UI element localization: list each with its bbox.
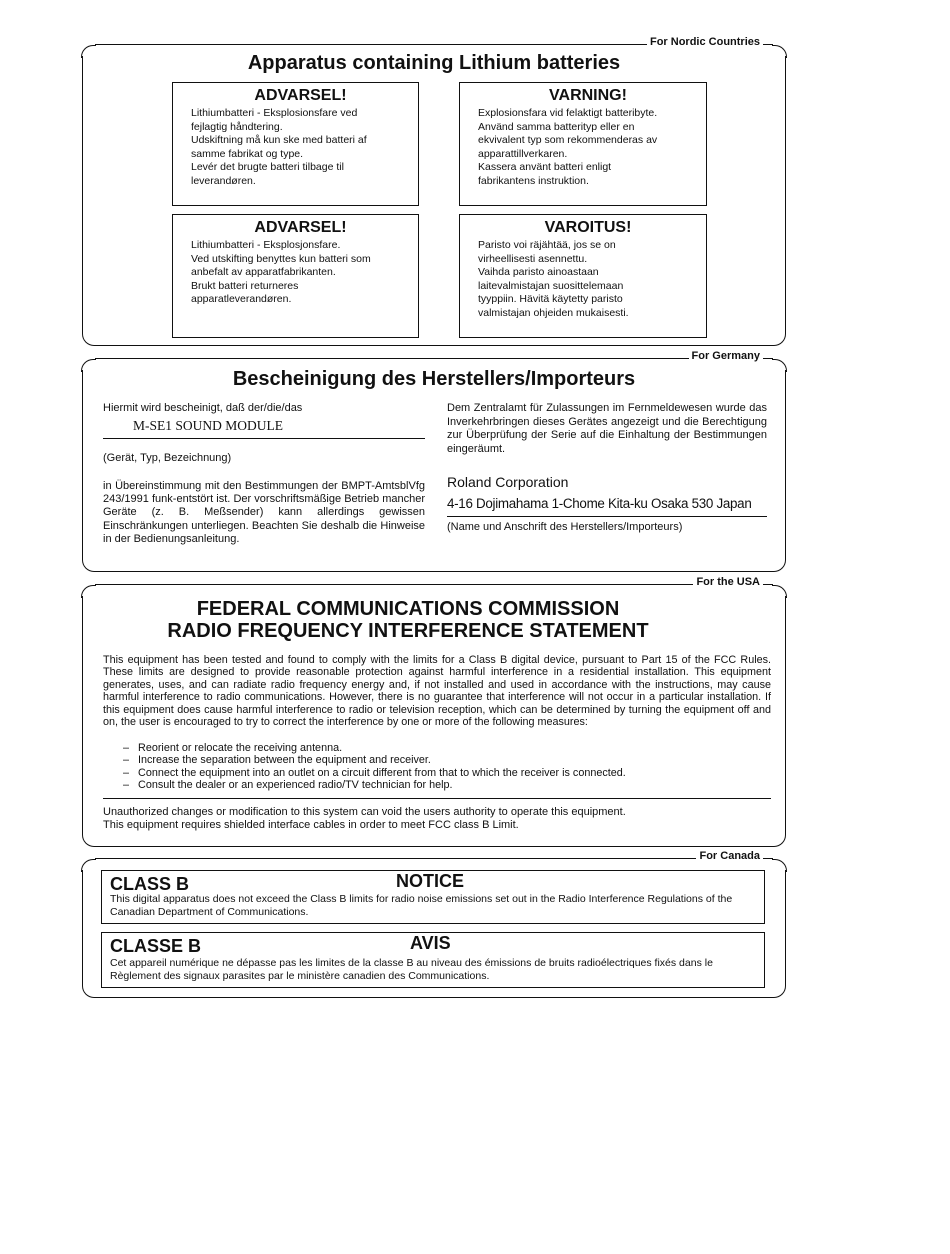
- zentralamt-text: Dem Zentralamt für Zulassungen im Fernmeldewesen wurde das Inverkehrbringen dieses Gerätes angezeigt und die Berechtigung zur Überprüfung der Serie auf die Einhaltung der Bestimmungen eingeräumt.: [447, 402, 767, 455]
- company-name: Roland Corporation: [447, 474, 569, 490]
- device-caption: (Gerät, Typ, Bezeichnung): [103, 452, 232, 464]
- nordic-tag: For Nordic Countries: [647, 36, 763, 48]
- box-heading: VARNING!: [549, 87, 627, 104]
- germany-tag: For Germany: [689, 350, 763, 362]
- canada-avis-box: [101, 932, 765, 988]
- list-item: – Reorient or relocate the receiving antenna.: [123, 742, 343, 754]
- certification-intro: Hiermit wird bescheinigt, daß der/die/das: [103, 402, 303, 414]
- canada-section: [82, 850, 786, 998]
- finnish-warning-box: [459, 214, 707, 338]
- measures-list: [123, 742, 763, 792]
- fcc-footer-line2: This equipment requires shielded interface cables in order to meet FCC class B Limit.: [103, 819, 519, 831]
- box-heading: ADVARSEL!: [254, 87, 347, 104]
- box-heading: ADVARSEL!: [254, 219, 347, 236]
- nordic-section: [82, 36, 786, 346]
- fcc-footer-line1: Unauthorized changes or modification to this system can void the users authority to operate this equipment.: [103, 806, 626, 818]
- box-heading: VAROITUS!: [544, 219, 632, 236]
- fcc-title-line2: RADIO FREQUENCY INTERFERENCE STATEMENT: [167, 620, 649, 642]
- section-rule: [95, 358, 773, 359]
- box-text: Lithiumbatteri - Eksplosjonsfare. Ved utskifting benyttes kun batteri som anbefalt av apparatfabrikanten. Brukt batteri returneres apparatleverandøren.: [191, 239, 371, 306]
- norwegian-warning-box: [172, 214, 419, 338]
- section-rule: [95, 584, 773, 585]
- class-label: CLASSE B: [110, 936, 202, 956]
- conformity-text: in Übereinstimmung mit den Bestimmungen der BMPT-AmtsblVfg 243/1991 funk-entstört ist. Der vorschriftsmäßige Betrieb mancher Geräte (z. B. Meßsender) kann allerdings gewissen Einschränkungen unterliegen. Beachten Sie deshalb die Hinweise in der Bedienungsanleitung.: [103, 480, 425, 545]
- avis-text: Cet appareil numérique ne dépasse pas les limites de la classe B au niveau des émissions de bruits radioélectriques fixés dans le Règlement des signaux parasites par le ministère canadien des Communications.: [110, 957, 713, 982]
- address-caption: (Name und Anschrift des Herstellers/Importeurs): [447, 521, 683, 533]
- list-item: – Consult the dealer or an experienced radio/TV technician for help.: [123, 779, 453, 792]
- avis-title: AVIS: [410, 933, 451, 953]
- box-text: Lithiumbatteri - Eksplosionsfare ved fejlagtig håndtering. Udskiftning må kun ske med batteri af samme fabrikat og type. Levér det brugte batteri tilbage til leverandøren.: [191, 107, 367, 187]
- notice-text: This digital apparatus does not exceed the Class B limits for radio noise emissions set out in the Radio Interference Regulations of the Canadian Department of Communications.: [110, 893, 733, 918]
- address-underline: [447, 516, 767, 517]
- section-rule: [95, 858, 773, 859]
- germany-title: Bescheinigung des Herstellers/Importeurs: [232, 368, 636, 390]
- canada-notice-box: [101, 870, 765, 924]
- company-address: 4-16 Dojimahama 1-Chome Kita-ku Osaka 530 Japan: [447, 496, 752, 511]
- fcc-title-line1: FEDERAL COMMUNICATIONS COMMISSION: [196, 598, 620, 620]
- usa-tag: For the USA: [693, 576, 763, 588]
- device-name: M-SE1 SOUND MODULE: [133, 418, 284, 433]
- box-text: Explosionsfara vid felaktigt batteribyte. Använd samma batterityp eller en ekvivalent typ som rekommenderas av apparattillverkaren. Kassera använt batteri enligt fabrikantens instruktion.: [478, 107, 658, 187]
- list-item: – Increase the separation between the equipment and receiver.: [123, 754, 431, 767]
- fcc-body: This equipment has been tested and found to comply with the limits for a Class B digital device, pursuant to Part 15 of the FCC Rules. These limits are designed to provide reasonable protection against harmful interference in a residential installation. This equipment generates, uses, and can radiate radio frequency energy and, if not installed and used in accordance with the instructions, may cause harmful interference to radio communications. However, there is no guarantee that interference will not occur in a particular installation. If this equipment does cause harmful interference to radio or television reception, which can be determined by turning the equipment off and on, the user is encouraged to try to correct the interference by one or more of the following measures:: [103, 654, 771, 729]
- class-label: CLASS B: [110, 874, 190, 894]
- box-text: Paristo voi räjähtää, jos se on virheellisesti asennettu. Vaihda paristo ainoastaan laitevalmistajan suosittelemaan tyyppiin. Hävitä käytetty paristo valmistajan ohjeiden mukaisesti.: [478, 239, 629, 319]
- list-item: – Connect the equipment into an outlet on a circuit different from that to which the receiver is connected.: [123, 766, 626, 779]
- notice-title: NOTICE: [396, 871, 465, 891]
- device-underline: [103, 438, 425, 439]
- usa-section: [82, 576, 786, 847]
- swedish-warning-box: [459, 82, 707, 206]
- canada-tag: For Canada: [696, 850, 763, 862]
- germany-section: [82, 350, 786, 572]
- nordic-title: Apparatus containing Lithium batteries: [247, 52, 621, 74]
- fcc-divider: [103, 798, 771, 799]
- danish-warning-box: [172, 82, 419, 206]
